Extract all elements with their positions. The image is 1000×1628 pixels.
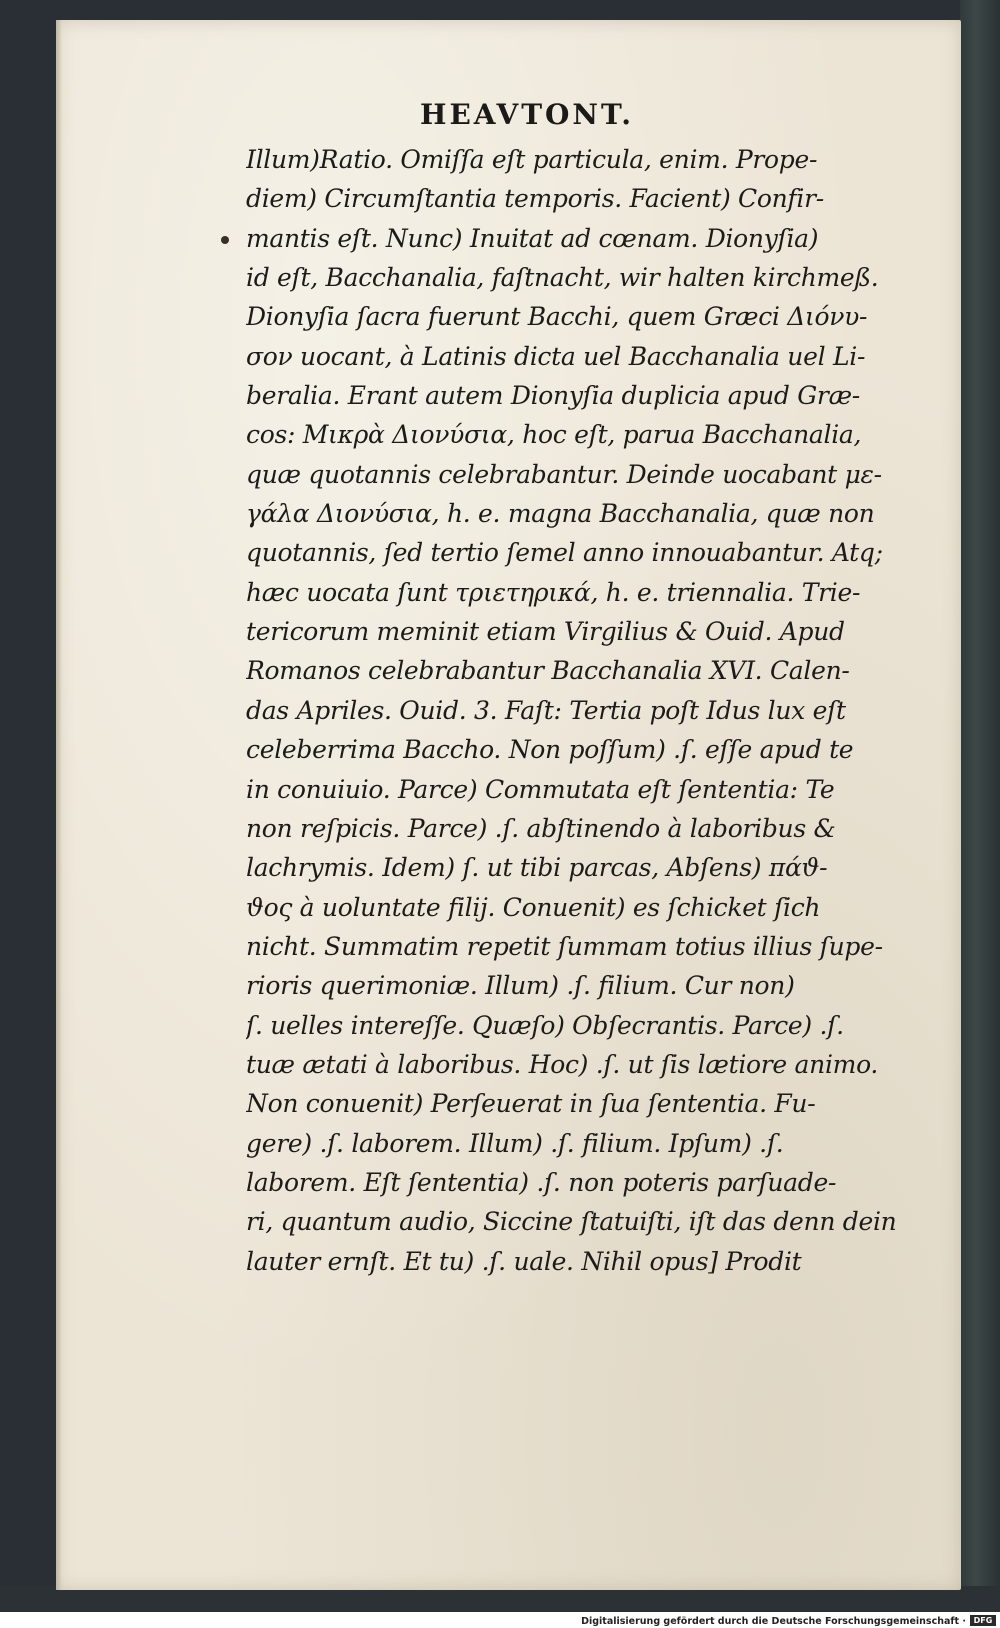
text-line: Non conuenit) Perſeuerat in ſua ſententia. Fu-: [246, 1089, 816, 1119]
text-line: lachrymis. Idem) ſ. ut tibi parcas, Abſens) πάϑ-: [246, 853, 828, 883]
text-line: nicht. Summatim repetit ſummam totius illius ſupe-: [246, 931, 883, 961]
page-gutter-shadow: [56, 20, 62, 1590]
text-line: quotannis, ſed tertio ſemel anno innouabantur. Atq;: [246, 538, 883, 568]
text-line: diem) Circumſtantia temporis. Facient) Confir-: [246, 184, 824, 214]
text-line: cos: Μικρὰ Διονύσια, hoc eſt, parua Bacchanalia,: [246, 420, 862, 450]
text-line: tericorum meminit etiam Virgilius & Ouid. Apud: [246, 617, 845, 647]
funding-credit: Digitalisierung gefördert durch die Deutsche Forschungsgemeinschaft ·: [581, 1616, 966, 1627]
text-line: Romanos celebrabantur Bacchanalia XVI. Calen-: [246, 656, 850, 686]
text-line: gere) .ſ. laborem. Illum) .ſ. filium. Ipſum) .ſ.: [246, 1128, 784, 1158]
text-line: id eſt, Bacchanalia, faſtnacht, wir halten kirchmeß.: [246, 263, 879, 293]
dfg-logo: DFG: [970, 1615, 996, 1626]
text-line: non reſpicis. Parce) .ſ. abſtinendo à laboribus &: [246, 813, 836, 843]
running-head: HEAVTONT.: [420, 98, 635, 131]
text-line: in conuiuio. Parce) Commutata eſt ſententia: Te: [246, 774, 835, 804]
text-line: hæc uocata ſunt τριετηρικά, h. e. triennalia. Trie-: [246, 577, 861, 607]
text-line: laborem. Eſt ſententia) .ſ. non poteris parſuade-: [246, 1167, 837, 1197]
text-line: das Apriles. Ouid. 3. Faſt: Tertia poſt Idus lux eſt: [246, 695, 846, 725]
text-line: Illum)Ratio. Omiſſa eſt particula, enim. Prope-: [246, 145, 818, 174]
text-line: γάλα Διονύσια, h. e. magna Bacchanalia, quæ non: [246, 499, 875, 529]
text-line: tuæ ætati à laboribus. Hoc) .ſ. ut ſis lætiore animo.: [246, 1049, 879, 1079]
text-line: rioris querimoniæ. Illum) .ſ. filium. Cur non): [246, 971, 795, 1001]
book-cover-edge: [960, 0, 1000, 1612]
text-line: σον uocant, à Latinis dicta uel Bacchanalia uel Li-: [246, 341, 866, 371]
text-line: ri, quantum audio, Siccine ſtatuiſti, iſt das denn dein: [246, 1207, 897, 1237]
footer-bar: [0, 1612, 1000, 1628]
commentary-text: [246, 140, 911, 1281]
text-line: lauter ernſt. Et tu) .ſ. uale. Nihil opus] Prodit: [246, 1246, 802, 1276]
text-line: beralia. Erant autem Dionyſia duplicia apud Græ-: [246, 381, 860, 411]
margin-mark-icon: [221, 236, 229, 244]
text-line: mantis eſt. Nunc) Inuitat ad cœnam. Dionyſia): [246, 223, 819, 253]
text-line: quæ quotannis celebrabantur. Deinde uocabant με-: [246, 459, 882, 489]
text-line: Dionyſia ſacra fuerunt Bacchi, quem Græci Διόνυ-: [246, 302, 868, 332]
text-line: celeberrima Baccho. Non poſſum) .ſ. eſſe apud te: [246, 735, 854, 765]
text-line: ſ. uelles intereſſe. Quæſo) Obſecrantis. Parce) .ſ.: [246, 1010, 844, 1040]
text-line: ϑος à uoluntate filij. Conuenit) es ſchicket ſich: [246, 892, 821, 922]
